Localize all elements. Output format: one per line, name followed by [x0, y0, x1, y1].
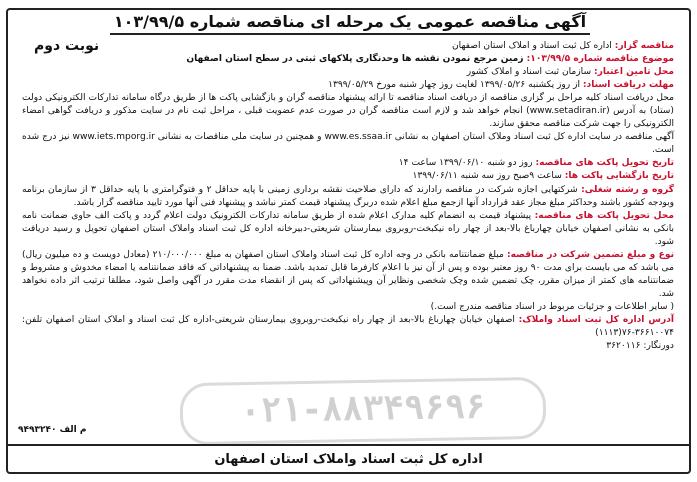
footer-band [6, 444, 691, 472]
delivery-place-paragraph: محل تحویل پاکت های مناقصه: پیشنهاد قیمت به انضمام کلیه مدارک اعلام شده از طریق سامانه تدارکات الکترونیک دولت اعلام گردد و پاکت الف حاوی ضمانت نامه بانکی به نشانی اصفهان خیابان چهارباغ بالا-بعد از چهار راه نیکبخت-روبروی بیمارستان شریعتی-دبیرخانه اداره کل ثبت اسناد واملاک استان اصفهان تحویل و رسید دریافت شود. [22, 210, 674, 247]
footer-title: اداره کل ثبت اسناد واملاک استان اصفهان [214, 452, 483, 467]
notice-title: آگهی مناقصه عمومی یک مرحله ای مناقصه شماره ۱۰۳/۹۹/۵ [110, 12, 590, 35]
notice-code: م الف ۹۴۹۳۲۴۰ [18, 425, 87, 435]
phone-watermark: ۰۲۱-۸۸۳۴۹۶۹۶ [179, 377, 546, 445]
document-deadline-line: مهلت دریافت اسناد: از روز یکشنبه ۱۳۹۹/۰۵/۲۶ لغایت روز چهار شنبه مورخ ۱۳۹۹/۰۵/۲۹ [328, 80, 674, 91]
turn-label: نوبت دوم [34, 38, 100, 54]
tender-holder-line: مناقصه گزار: اداره کل ثبت اسناد و املاک استان اصفهان [452, 41, 674, 51]
fax-line: دورنگار: ۳۶۲۰۱۱۶ [606, 341, 674, 352]
websites-paragraph: آگهی مناقصه در سایت اداره کل ثبت اسناد وملاک استان اصفهان به نشانی www.es.ssaa.ir و همچنین در سایت ملی مناقصات به نشانی www.iets.mporg.ir نیز درج شده است. [22, 132, 675, 156]
funding-source-line: محل تامین اعتبار: سازمان ثبت اسناد و املاک کشور [466, 67, 674, 78]
other-info-line: ( سایر اطلاعات و جزئیات مربوط در اسناد مناقصه مندرج است.) [430, 301, 674, 312]
address-paragraph: آدرس اداره کل ثبت اسناد واملاک: اصفهان خیابان چهارباغ بالا-بعد از چهار راه نیکبخت-روبروی بیمارستان شریعتی-اداره کل ثبت اسناد و املاک استان اصفهان تلفن: ۳۶۶۱۰۰۷۴-۷۶(۱۱۱۳) [22, 314, 674, 339]
guarantee-paragraph: نوع و مبلغ تضمین شرکت در مناقصه: مبلغ ضمانتنامه بانکی در وجه اداره کل ثبت اسناد واملاک استان اصفهان به مبلغ ۲۱۰/۰۰۰/۰۰۰ (معادل دویست و ده میلیون ریال) می باشد که می بایست برای مدت ۹۰ روز معتبر بوده و پس از آن نیز با اعلام کارفرما قابل تمدید باشد. ضمنا به پیشنهاداتی که فاقد ضمانتنامه یا امضاء مخدوش و مشروط و ضمانتنامه های کمتر از میزان مقرر، چک تضمین شده وچک شخصی ونظایر آن وپیشنهاداتی که پس از انقضاء مدت مقرر در آگهی واصل شود، مطلقا ترتیب اثر داده نخواهد شد. [22, 249, 675, 299]
qualification-paragraph: گروه و رشته شغلی: شرکتهایی اجازه شرکت در مناقصه رادارند که دارای صلاحیت نقشه برداری زمینی با پایه حداقل ۲ و فتوگرامتری با پایه حداقل ۳ از سازمان برنامه وبودجه کشور باشند وحداکثر مبلغ مجاز عقد قرارداد آنها ازجمع مبلغ اعلام شده دربرگ پیشنهاد قیمت کمتر نباشد و پیشنهاد فنی آنها مورد تایید مناقصه گزار باشد. [22, 184, 674, 208]
opening-date-line: تاریخ بازگشایی پاکت ها: ساعت ۹صبح روز سه شنبه ۱۳۹۹/۰۶/۱۱ [412, 171, 674, 182]
delivery-date-line: تاریخ تحویل پاکت های مناقصه: روز دو شنبه ۱۳۹۹/۰۶/۱۰ ساعت ۱۴ [398, 158, 674, 169]
document-receipt-paragraph: محل دریافت اسناد کلیه مراحل بر گزاری مناقصه از دریافت اسناد مناقصه تا ارائه پیشنهاد مناقصه گران و بازگشایی پاکت ها از طریق درگاه سامانه تدارکات الکترونیکی دولت (ستاد) به آدرس (www.setadiran.ir) انجام خواهد شد و لازم است مناقصه گران در صورت عدم عضویت قبلی ، مراحل ثبت نام در سایت مذکور و دریافت گواهی امضاء الکترونیکی را جهت شرکت مناقصه محقق سازند. [22, 93, 674, 130]
tender-subject-line: موضوع مناقصه شماره ۱۰۳/۹۹/۵: زمین مرجع نمودن نقشه ها وحدنگاری پلاکهای ثبتی در سطح استان اصفهان [186, 54, 674, 65]
notice-body [22, 40, 674, 353]
